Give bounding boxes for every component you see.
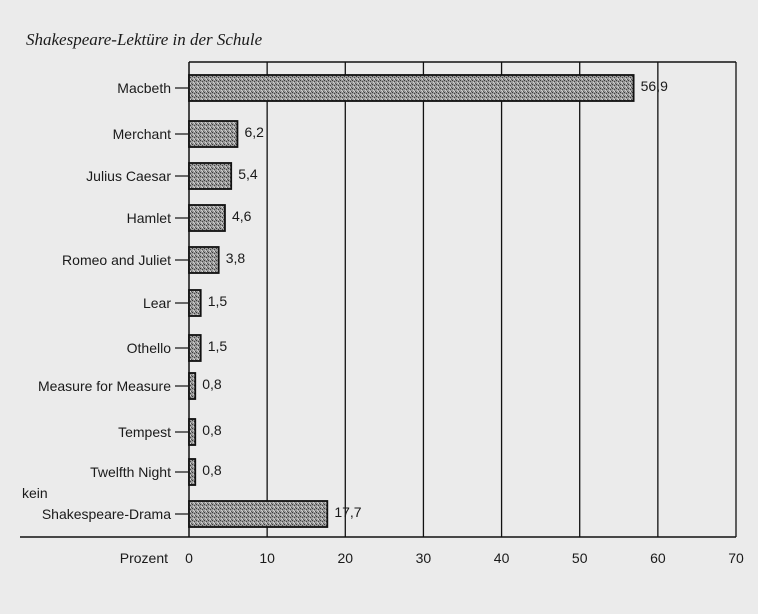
x-tick-labels [185, 550, 744, 566]
category-label: Julius Caesar [86, 168, 171, 184]
value-label: 1,5 [207, 338, 228, 354]
bars [189, 75, 634, 527]
x-tick-label: 0 [185, 550, 193, 566]
value-label: 4,6 [231, 208, 252, 224]
category-label: Lear [142, 295, 171, 311]
bar [189, 205, 225, 231]
x-tick-label: 60 [650, 550, 666, 566]
x-tick-label: 70 [728, 550, 744, 566]
bar [189, 459, 195, 485]
grid-lines [267, 62, 736, 537]
value-label: 17,7 [334, 504, 362, 520]
bar [189, 419, 195, 445]
value-label: 0,8 [202, 422, 222, 438]
value-label: 6,2 [244, 124, 264, 140]
bar [189, 335, 201, 361]
value-label: 1,5 [207, 293, 228, 309]
x-tick-label: 30 [415, 550, 432, 566]
value-label: 0,8 [202, 376, 222, 392]
category-label: Twelfth Night [90, 464, 171, 480]
category-label: Merchant [112, 126, 171, 142]
value-label: 3,8 [225, 250, 246, 266]
x-tick-label: 10 [259, 550, 275, 566]
bar [189, 290, 201, 316]
category-labels [22, 80, 188, 522]
bar [189, 247, 219, 273]
chart-title: Shakespeare-Lektüre in der Schule [26, 30, 263, 49]
category-label: Romeo and Juliet [62, 252, 171, 268]
category-label: Measure for Measure [37, 378, 171, 394]
x-tick-label: 50 [571, 550, 588, 566]
category-label: kein Shakespeare-Drama [22, 485, 171, 522]
x-axis-label: Prozent [119, 550, 168, 566]
value-label: 0,8 [202, 462, 222, 478]
bar [189, 501, 327, 527]
category-label: Othello [126, 340, 171, 356]
x-tick-label: 40 [493, 550, 510, 566]
bar [189, 163, 231, 189]
value-labels [202, 78, 668, 520]
bar [189, 75, 634, 101]
value-label: 5,4 [238, 166, 258, 182]
x-tick-label: 20 [337, 550, 354, 566]
value-label: 56,9 [640, 78, 668, 94]
bar [189, 121, 237, 147]
category-label: Hamlet [126, 210, 171, 226]
category-label: Macbeth [117, 80, 171, 96]
bar [189, 373, 195, 399]
category-label: Tempest [118, 424, 171, 440]
